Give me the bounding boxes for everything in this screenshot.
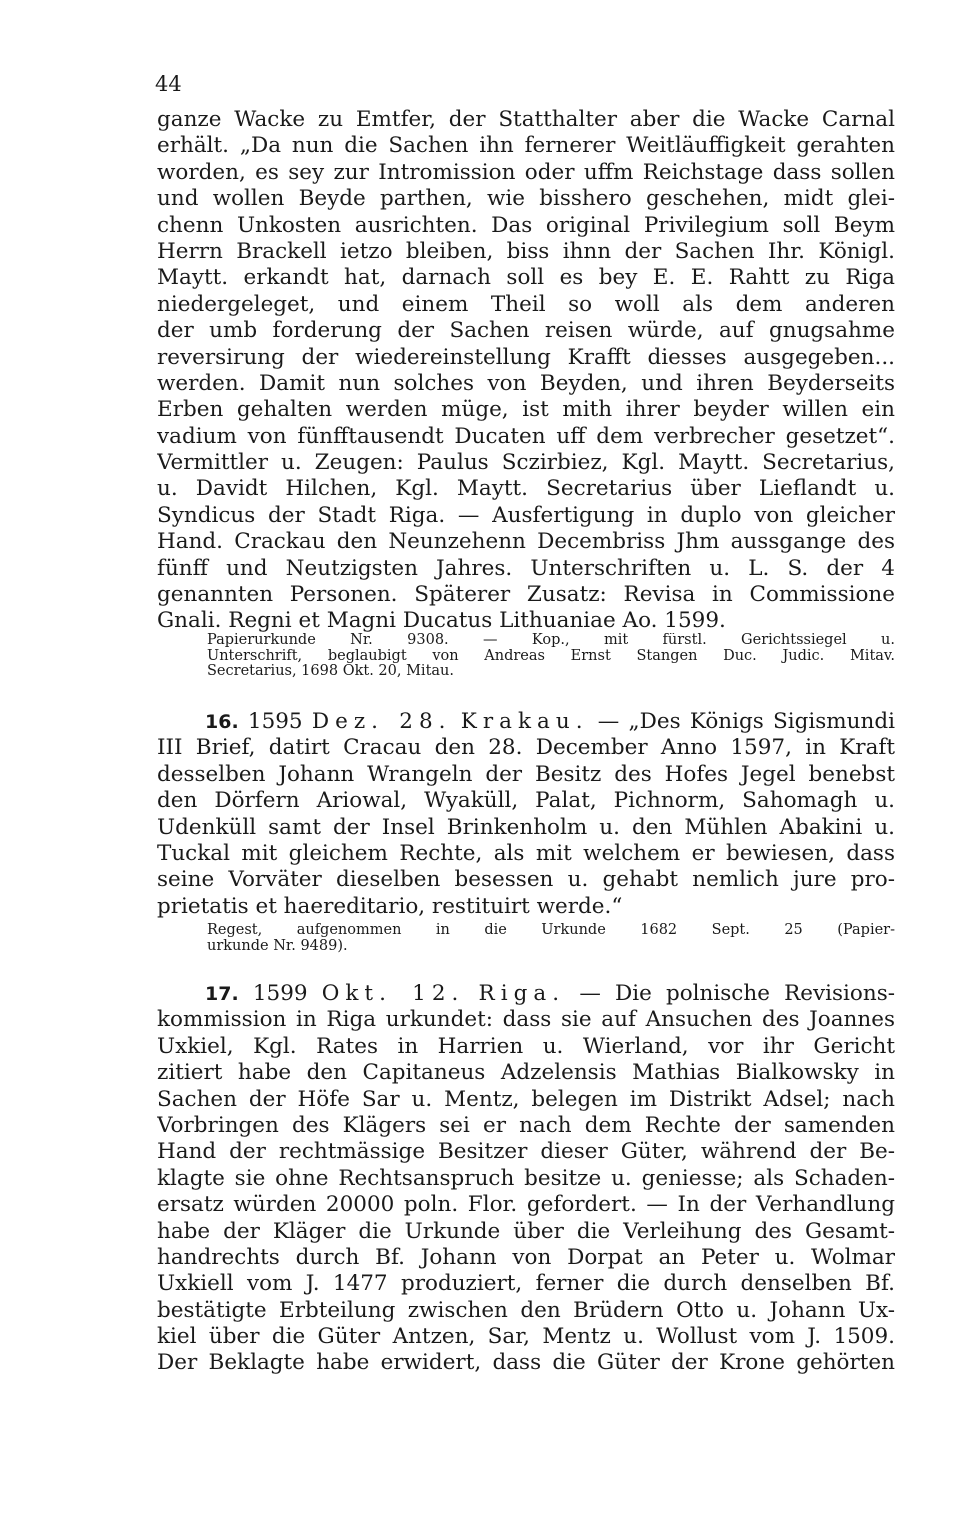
text-line: prietatis et haereditario, restituirt werde.“ [157, 893, 623, 919]
text-line: ganze Wacke zu Emtfer, der Statthalter aber die Wacke Carnal [157, 107, 895, 132]
text-line: fünff und Neutzigsten Jahres. Unterschriften u. L. S. der 4 [157, 555, 895, 581]
text-line: bestätigte Erbteilung zwischen den Brüdern Otto u. Johann Ux- [157, 1297, 895, 1323]
entry-number: 17. [205, 983, 239, 1005]
text-line: Sachen der Höfe Sar u. Mentz, belegen im Distrikt Adsel; nach [157, 1086, 895, 1112]
note-line: Secretarius, 1698 Okt. 20, Mitau. [207, 664, 454, 679]
entry-16 [157, 709, 895, 920]
note-line: Regest, aufgenommen in die Urkunde 1682 Sept. 25 (Papier- [207, 923, 895, 938]
text-line: Erben gehalten werden müge, ist mith ihrer beyder willen ein [157, 397, 895, 423]
text-line: werden. Damit nun solches von Beyden, und ihren Beyderseits [157, 370, 895, 396]
entry-place: Krakau. [460, 709, 589, 734]
text-line: genannten Personen. Späterer Zusatz: Revisa in Commissione [157, 582, 895, 608]
text-line: Uxkiel, Kgl. Rates in Harrien u. Wierland, vor ihr Gericht [157, 1033, 895, 1059]
paragraph-continuation [157, 107, 895, 635]
text-line: kommission in Riga urkundet: dass sie auf Ansuchen des Joannes [157, 1007, 895, 1033]
entry-day: Dez. 28. [311, 709, 452, 734]
entry-place: Riga. [478, 981, 566, 1006]
text-line: kiel über die Güter Antzen, Sar, Mentz u. Wollust vom J. 1509. [157, 1324, 895, 1350]
text-line: vadium von fünfftausendt Ducaten uff dem verbrecher gesetzet“. [157, 423, 895, 449]
text-line: Tuckal mit gleichem Rechte, als mit welchem er bewiesen, dass [157, 840, 895, 866]
entry-heading-rest: — „Des Königs Sigismundi [597, 709, 895, 734]
text-line: zitiert habe den Capitaneus Adzelensis Mathias Bialkowsky in [157, 1060, 895, 1086]
text-line: ersatz würden 20000 poln. Flor. gefordert. — In der Verhandlung [157, 1192, 895, 1218]
entry-day: Okt. 12. [321, 981, 465, 1006]
entry-number: 16. [205, 711, 239, 733]
text-line: desselben Johann Wrangeln der Besitz des Hofes Jegel benebst [157, 761, 895, 787]
source-note [207, 923, 895, 954]
text-line: worden, es sey zur Intromission oder uffm Reichstage dass sollen [157, 159, 895, 185]
text-line: handrechts durch Bf. Johann von Dorpat an Peter u. Wolmar [157, 1244, 895, 1270]
text-line: Vorbringen des Klägers sei er nach dem Rechte der samenden [157, 1112, 895, 1138]
text-line: Hand der rechtmässige Besitzer dieser Güter, während der Be- [157, 1139, 895, 1165]
text-line: Syndicus der Stadt Riga. — Ausfertigung in duplo von gleicher [157, 502, 895, 528]
text-line: den Dörfern Ariowal, Wyaküll, Palat, Pichnorm, Sahomagh u. [157, 788, 895, 814]
text-line: u. Davidt Hilchen, Kgl. Maytt. Secretarius über Lieflandt u. [157, 476, 895, 502]
note-line: Unterschrift, beglaubigt von Andreas Ernst Stangen Duc. Judic. Mitav. [207, 648, 895, 664]
text-line: der umb forderung der Sachen reisen würde, auf gnugsahme [157, 318, 895, 344]
text-line: Gnali. Regni et Magni Ducatus Lithuaniae Ao. 1599. [157, 608, 726, 634]
text-line: chenn Unkosten ausrichten. Das original Privilegium soll Beym [157, 212, 895, 238]
page-number: 44 [155, 72, 182, 96]
text-line: habe der Kläger die Urkunde über die Verleihung des Gesamt- [157, 1218, 895, 1244]
source-note [207, 633, 895, 680]
text-line: und wollen Beyde parthen, wie bisshero geschehen, midt glei- [157, 186, 895, 212]
note-line: Papierurkunde Nr. 9308. — Kop., mit fürstl. Gerichtssiegel u. [207, 633, 895, 648]
text-line: erhält. „Da nun die Sachen ihn fernerer Weitläuffigkeit gerahten [157, 133, 895, 159]
entry-heading-rest: — Die polnische Revisions- [579, 981, 895, 1006]
text-line: Der Beklagte habe erwidert, dass die Güter der Krone gehörten [157, 1350, 895, 1376]
text-line: reversirung der wiedereinstellung Krafft diesses ausgegeben... [157, 344, 895, 370]
note-line: urkunde Nr. 9489). [207, 938, 348, 954]
text-line: niedergeleget, und einem Theil so woll als dem anderen [157, 291, 895, 317]
text-line: Herrn Brackell ietzo bleiben, biss ihnn der Sachen Ihr. Königl. [157, 238, 895, 264]
text-line: seine Vorväter dieselben besessen u. gehabt nemlich jure pro- [157, 867, 895, 893]
text-line: Hand. Crackau den Neunzehenn Decembriss Jhm aussgange des [157, 529, 895, 555]
entry-heading [157, 709, 895, 735]
text-line: klagte sie ohne Rechtsanspruch besitze u. geniesse; als Schaden- [157, 1165, 895, 1191]
text-line: Maytt. erkandt hat, darnach soll es bey E. E. Rahtt zu Riga [157, 265, 895, 291]
entry-date: 1599 [252, 981, 308, 1006]
entry-heading [157, 981, 895, 1007]
text-line: III Brief, datirt Cracau den 28. December Anno 1597, in Kraft [157, 735, 895, 761]
text-line: Udenküll samt der Insel Brinkenholm u. den Mühlen Abakini u. [157, 814, 895, 840]
entry-date: 1595 [247, 709, 303, 734]
text-line: Uxkiell vom J. 1477 produziert, ferner die durch denselben Bf. [157, 1271, 895, 1297]
text-line: Vermittler u. Zeugen: Paulus Sczirbiez, Kgl. Maytt. Secretarius, [157, 450, 895, 476]
entry-17 [157, 981, 895, 1377]
